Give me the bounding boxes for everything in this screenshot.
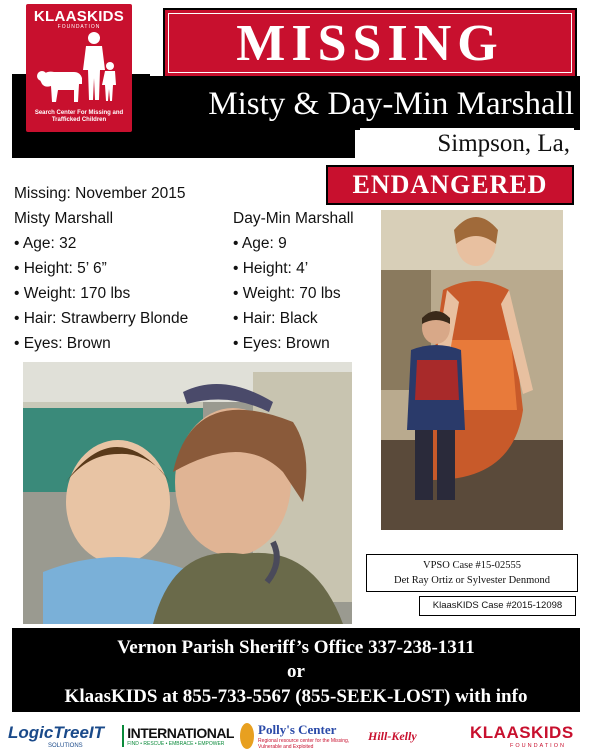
endangered-text: ENDANGERED <box>352 170 548 199</box>
klaaskids-contact: KlaasKIDS at 855-733-5567 (855-SEEK-LOST) with info <box>64 686 528 707</box>
endangered-badge <box>326 165 574 205</box>
sponsor-pollys-center <box>240 720 362 752</box>
vpso-case-box <box>366 554 578 592</box>
sponsor-sub: FOUNDATION <box>510 743 566 749</box>
contact-footer <box>12 628 580 712</box>
detail-hair: • Hair: Strawberry Blonde <box>14 310 189 327</box>
sponsor-sub: SOLUTIONS <box>48 743 83 749</box>
detail-weight: • Weight: 170 lbs <box>14 285 131 302</box>
detail-eyes: • Eyes: Brown <box>233 335 330 352</box>
detective-contacts: Det Ray Ortiz or Sylvester Denmond <box>393 575 550 586</box>
klaaskids-case-box: KlaasKIDS Case #2015-12098 <box>419 596 576 616</box>
logo-subtitle: FOUNDATION <box>57 24 101 30</box>
sponsor-sub: Regional resource center for the Missing, Vulnerable and Exploited <box>258 738 350 750</box>
klaaskids-logo <box>26 4 132 132</box>
sponsor-name: INTERNATIONAL <box>127 725 234 741</box>
sponsor-name: Polly's Center <box>258 722 337 737</box>
footer-or: or <box>287 661 305 682</box>
international-logo-icon <box>122 725 124 747</box>
person-name: Misty Marshall <box>14 210 114 227</box>
detail-age: • Age: 9 <box>233 235 287 252</box>
detail-height: • Height: 4’ <box>233 260 309 277</box>
missing-banner <box>163 8 577 78</box>
sponsor-international <box>122 720 234 752</box>
pollys-center-logo-icon <box>240 723 254 749</box>
missing-title: MISSING <box>236 14 504 72</box>
sponsor-logos <box>8 716 582 754</box>
logo-caption: Search Center For Missing and Trafficked Children <box>34 110 124 123</box>
detail-eyes: • Eyes: Brown <box>14 335 111 352</box>
photo-selfie-art <box>23 362 352 624</box>
sponsor-klaaskids <box>470 720 582 752</box>
detail-weight: • Weight: 70 lbs <box>233 285 341 302</box>
sponsor-name: Hill-Kelly <box>368 728 417 743</box>
sponsor-name: KLAASKIDS <box>470 723 574 742</box>
logo-title: KLAASKIDS <box>33 8 125 25</box>
photo-standing-art <box>381 210 563 530</box>
missing-banner-inner <box>168 13 572 73</box>
photo-selfie <box>23 362 352 624</box>
person-name: Day-Min Marshall <box>233 210 354 227</box>
photo-standing <box>381 210 563 530</box>
family-dog-icon <box>34 30 124 104</box>
sponsor-hill-kelly <box>368 720 460 752</box>
info-column-misty <box>14 181 188 356</box>
detail-hair: • Hair: Black <box>233 310 318 327</box>
missing-names: Misty & Day-Min Marshall <box>208 86 574 122</box>
sponsor-name: LogicTreeIT <box>8 723 105 742</box>
missing-date: Missing: November 2015 <box>14 185 186 202</box>
detail-height: • Height: 5’ 6” <box>14 260 107 277</box>
detail-age: • Age: 32 <box>14 235 77 252</box>
sheriff-contact: Vernon Parish Sheriff’s Office 337-238-1311 <box>117 637 475 658</box>
location-text: Simpson, La, <box>360 128 574 158</box>
info-column-daymin <box>233 206 354 356</box>
sponsor-logictree <box>8 720 118 752</box>
sponsor-sub: FIND • RESCUE • EMBRACE • EMPOWER <box>127 741 225 747</box>
vpso-case-number: VPSO Case #15-02555 <box>422 560 521 571</box>
